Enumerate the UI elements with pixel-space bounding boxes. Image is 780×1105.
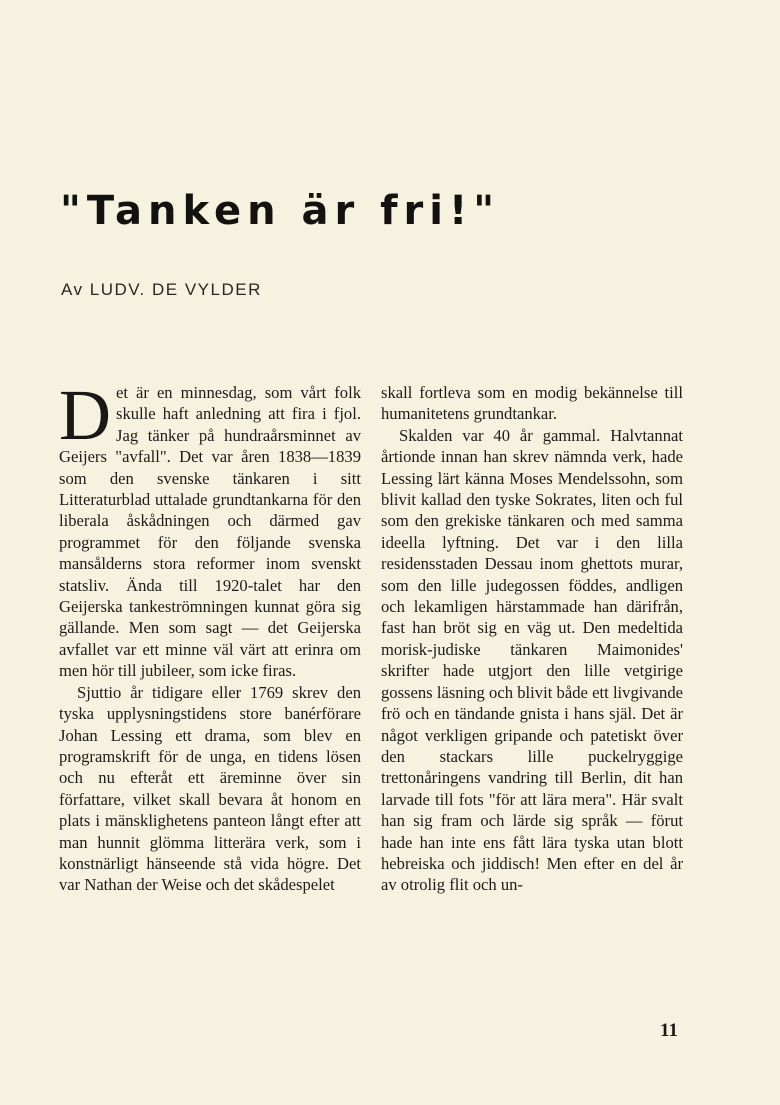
right-column xyxy=(381,382,683,896)
paragraph: Skalden var 40 år gammal. Halvtannat årtionde innan han skrev nämnda verk, hade Lessing lärt känna Moses Mendelssohn, som blivit kallad den tyske Sokrates, liten och ful som den grekiske tänkaren och med samma ideella lyftning. Det var i den lilla residensstaden Dessau inom ghettots murar, som den lille judegossen föddes, andligen och lekamligen härstammade han därifrån, fast han bröt sig en väg ut. Den medeltida morisk-judiske tänkaren Maimonides' skrifter hade utgjort den lille vetgirige gossens läsning och blivit både ett livgivande frö och en tändande gnista i hans själ. Det är något verkligen gripande och patetiskt över den stackars lille puckelryggige trettonåringens vandring till Berlin, dit han larvade till fots "för att lära mera". Här svalt han sig fram och lärde sig språk — förut hade han inte ens fått lära tyska utan blott hebreiska och jiddisch! Men efter en del år av otrolig flit och un- xyxy=(381,425,683,895)
page-number: 11 xyxy=(660,1020,678,1041)
paragraph: Sjuttio år tidigare eller 1769 skrev den tyska upplysningstidens store banérförare Johan Lessing ett drama, som blev en programskrift för de unga, en tidens lösen och nu efteråt ett äreminne över sin författare, vilket skall bevara åt honom en plats i mänsklighetens panteon långt efter att man hunnit glömma litterära verk, som i konstnärligt hänseende stå vida högre. Det var Nathan der Weise och det skådespelet xyxy=(59,682,361,895)
left-column xyxy=(59,375,361,896)
article-title: "Tanken är fri!" xyxy=(60,188,501,234)
paragraph-text: et är en minnesdag, som vårt folk skulle haft anledning att fira i fjol. Jag tänker på hundraårsminnet av Geijers "avfall". Det var åren 1838—1839 som den svenske tänkaren i sitt Litteraturblad uttalade grundtankarna för den liberala åskådningen och därmed gav programmet för den följande svenska mansålderns stora reformer inom svenskt statsliv. Ända till 1920-talet har den Geijerska tankeströmningen kunnat göra sig gällande. Men som sagt — det Geijerska avfallet var ett minne väl värt att erinra om men hör till jubileer, som icke firas. xyxy=(59,383,361,681)
drop-cap: D xyxy=(59,375,111,455)
paragraph: skall fortleva som en modig bekännelse till humanitetens grundtankar. xyxy=(381,383,683,424)
paragraph xyxy=(59,375,361,682)
author-byline: Av LUDV. DE VYLDER xyxy=(61,280,262,299)
